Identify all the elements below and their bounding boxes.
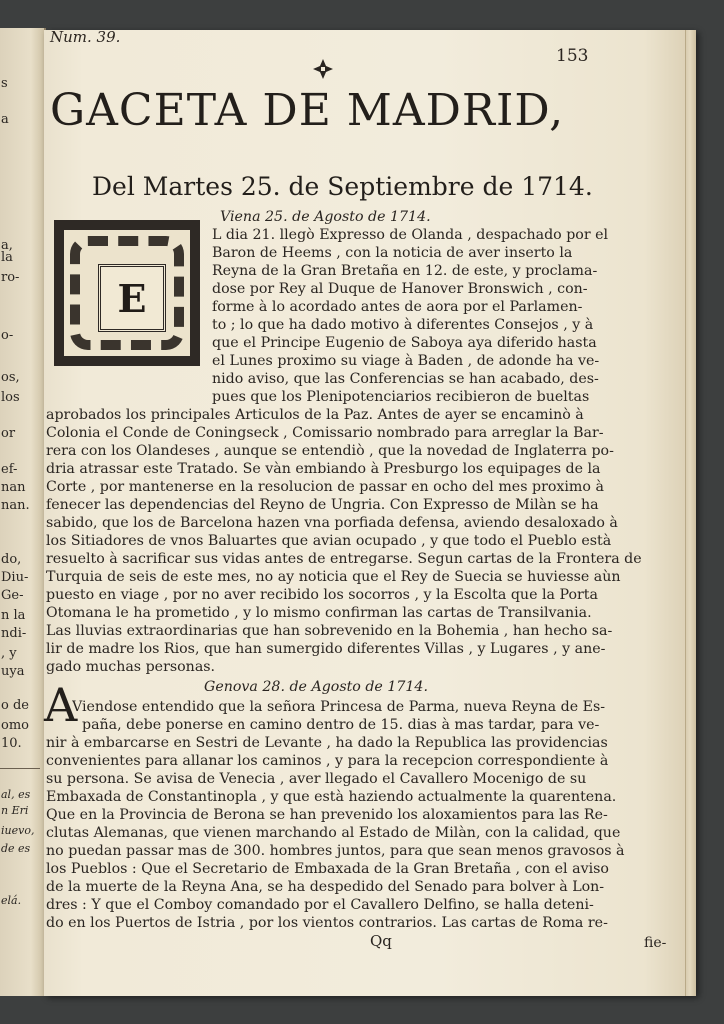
article-line: que el Principe Eugenio de Saboya aya diferido hasta [212, 335, 597, 351]
article-line: paña, debe ponerse en camino dentro de 15. dias à mas tardar, para ve- [82, 717, 600, 733]
left-fragment: n Eri [1, 804, 29, 817]
left-fragment: do, [1, 552, 22, 567]
left-fragment: or [1, 426, 16, 441]
masthead-title: GACETA DE MADRID, [50, 85, 565, 136]
left-fragment: Ge- [1, 588, 24, 603]
left-fragment: , y [1, 646, 17, 661]
left-fragment: o- [1, 328, 14, 343]
left-fragment: iuevo, [1, 824, 35, 837]
article-line: do en los Puertos de Istria , por los vientos contrarios. Las cartas de Roma re- [46, 915, 608, 931]
left-fragment: ro- [1, 270, 20, 285]
article-line: dres : Y que el Comboy comandado por el Cavallero Delfino, se halla deteni- [46, 897, 594, 913]
left-fragment: nan [1, 480, 26, 495]
left-page-strip [0, 28, 46, 996]
left-fragment: a [1, 112, 9, 127]
article-line: aprobados los principales Articulos de la Paz. Antes de ayer se encaminò à [46, 407, 584, 423]
left-fragment: al, es [1, 788, 31, 801]
article-line: Turquia de seis de este mes, no ay noticia que el Rey de Suecia se huviesse aùn [46, 569, 621, 585]
article-line: clutas Alemanas, que vienen marchando al Estado de Milàn, con la calidad, que [46, 825, 621, 841]
left-fragment: la [1, 250, 13, 265]
article-line: los Sitiadores de vnos Baluartes que avian ocupado , y que todo el Pueblo està [46, 533, 612, 549]
article-line: su persona. Se avisa de Venecia , aver llegado el Cavallero Mocenigo de su [46, 771, 587, 787]
article-line: Reyna de la Gran Bretaña en 12. de este, y proclama- [212, 263, 598, 279]
gazette-page [44, 30, 696, 996]
left-fragment: uya [1, 664, 25, 679]
left-fragment: nan. [1, 498, 30, 513]
left-fragment: 10. [1, 736, 22, 751]
left-fragment: omo [1, 718, 29, 733]
article-line: Que en la Provincia de Berona se han prevenido los aloxamientos para las Re- [46, 807, 608, 823]
article-line: dose por Rey al Duque de Hanover Bronswich , con- [212, 281, 588, 297]
article-line: sabido, que los de Barcelona hazen vna porfiada defensa, aviendo desaloxado à [46, 515, 618, 531]
left-fragment: o de [1, 698, 29, 713]
initial-letterbox [98, 264, 166, 332]
catchword: fie- [644, 935, 667, 951]
article-line: resuelto à sacrificar sus vidas antes de entregarse. Segun cartas de la Frontera de [46, 551, 642, 567]
article-line: Las lluvias extraordinarias que han sobrevenido en la Bohemia , han hecho sa- [46, 623, 613, 639]
page-edge [685, 30, 696, 996]
article-line: convenientes para allanar los caminos , y para la recepcion correspondiente à [46, 753, 609, 769]
left-fragment: n la [1, 608, 26, 623]
left-fragment: Diu- [1, 570, 29, 585]
article-line: de la muerte de la Reyna Ana, se ha despedido del Senado para bolver à Lon- [46, 879, 605, 895]
article-line: dria atrassar este Tratado. Se vàn embiando à Presburgo los equipages de la [46, 461, 601, 477]
page-number: 153 [556, 46, 589, 66]
section-dateline-viena: Viena 25. de Agosto de 1714. [220, 209, 431, 225]
article-line: Viendose entendido que la señora Princesa de Parma, nueva Reyna de Es- [72, 699, 606, 715]
left-rule [0, 768, 40, 769]
article-line: rera con los Olandeses , aunque se entendiò , que la novedad de Inglaterra po- [46, 443, 614, 459]
maltese-cross-icon [312, 58, 334, 80]
left-fragment: elá. [1, 894, 22, 907]
article-line: nir à embarcarse en Sestri de Levante , ha dado la Republica las providencias [46, 735, 608, 751]
article-line: nido aviso, que las Conferencias se han acabado, des- [212, 371, 599, 387]
article-line: el Lunes proximo su viage à Baden , de adonde ha ve- [212, 353, 600, 369]
left-fragment: a, [1, 238, 13, 253]
left-fragment: los [1, 390, 20, 405]
decorated-initial [54, 220, 200, 366]
article-line: to ; lo que ha dado motivo à diferentes Consejos , y à [212, 317, 594, 333]
article-line: los Pueblos : Que el Secretario de Embaxada de la Gran Bretaña , con el aviso [46, 861, 609, 877]
initial-frame [60, 226, 194, 360]
left-fragment: de es [1, 842, 31, 855]
article-line: L dia 21. llegò Expresso de Olanda , despachado por el [212, 227, 609, 243]
article-line: Corte , por mantenerse en la resolucion de passar en ocho del mes proximo à [46, 479, 604, 495]
issue-dateline: Del Martes 25. de Septiembre de 1714. [92, 172, 593, 201]
article-line: puesto en viage , por no aver recibido los socorros , y la Escolta que la Porta [46, 587, 598, 603]
issue-number: Num. 39. [50, 28, 121, 46]
section-initial-letter: A [44, 678, 78, 732]
article-line: gado muchas personas. [46, 659, 216, 675]
left-fragment: os, [1, 370, 20, 385]
article-line: no puedan passar mas de 300. hombres juntos, para que sean menos gravosos à [46, 843, 625, 859]
left-fragment: s [1, 76, 8, 91]
article-line: forme à lo acordado antes de aora por el Parlamen- [212, 299, 583, 315]
section-dateline-genova: Genova 28. de Agosto de 1714. [204, 679, 428, 695]
initial-letter: E [117, 275, 147, 321]
article-line: Otomana le ha prometido , y lo mismo confirman las cartas de Transilvania. [46, 605, 592, 621]
signature-mark: Qq [370, 932, 392, 950]
article-line: fenecer las dependencias del Reyno de Ungria. Con Expresso de Milàn se ha [46, 497, 599, 513]
article-line: Baron de Heems , con la noticia de aver inserto la [212, 245, 573, 261]
article-line: lir de madre los Rios, que han sumergido diferentes Villas , y Lugares , y ane- [46, 641, 606, 657]
left-fragment: ndi- [1, 626, 27, 641]
article-line: Colonia el Conde de Coningseck , Comissario nombrado para arreglar la Bar- [46, 425, 604, 441]
left-fragment: ef- [1, 462, 18, 477]
article-line: pues que los Plenipotenciarios recibieron de bueltas [212, 389, 590, 405]
article-line: Embaxada de Constantinopla , y que està haziendo actualmente la quarentena. [46, 789, 617, 805]
